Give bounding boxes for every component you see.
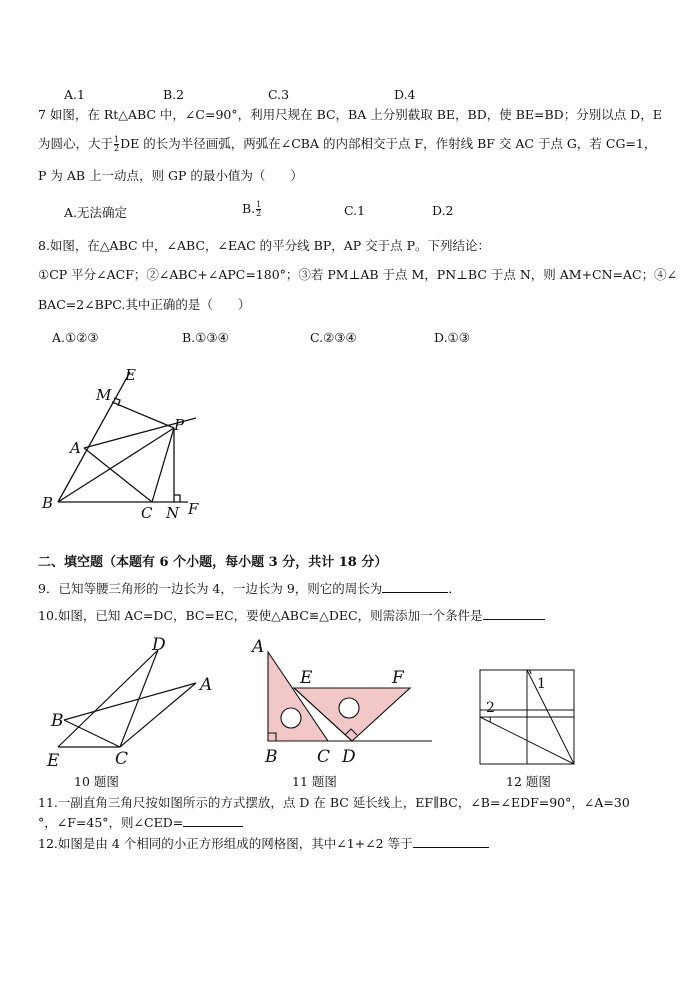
q6-option-a: A.1 <box>64 87 85 102</box>
q7-line1: 7 如图，在 Rt△ABC 中，∠C=90°，利用尺规在 BC，BA 上分别截取 BE，BD，使 BE=BD；分别以点 D，E <box>38 107 662 122</box>
q11-line2 <box>38 814 243 831</box>
label-B: B <box>51 711 64 731</box>
label-F: F <box>188 500 199 518</box>
q8-option-b: B.①③④ <box>182 330 229 345</box>
label-C: C <box>317 747 331 767</box>
caption-fig11: 11 题图 <box>292 774 337 789</box>
label-B: B <box>265 747 278 767</box>
label-C: C <box>115 749 129 769</box>
frac-numerator: 1 <box>256 200 262 209</box>
q8-option-d: D.①③ <box>434 330 470 345</box>
q6-option-c: C.3 <box>268 87 290 102</box>
q7-line2-pre: 为圆心，大于 <box>38 136 114 151</box>
label-E: E <box>125 366 136 384</box>
label-C: C <box>141 504 153 522</box>
q11-answer-blank[interactable] <box>183 814 243 827</box>
angle-arc-1 <box>529 670 531 674</box>
section-2-title: 二、填空题（本题有 6 个小题，每小题 3 分，共计 18 分） <box>38 555 388 570</box>
q8-option-c: C.②③④ <box>310 330 357 345</box>
angle-label-2: 2 <box>486 700 495 716</box>
q9-end: ． <box>448 581 461 596</box>
q7-option-c: C.1 <box>344 203 366 218</box>
q9-stem: 9．已知等腰三角形的一边长为 4，一边长为 9，则它的周长为 <box>38 581 383 596</box>
q11-stem: °，∠F=45°，则∠CED= <box>38 815 184 830</box>
q12-stem: 12.如图是由 4 个相同的小正方形组成的网格图，其中∠1+∠2 等于 <box>38 836 413 851</box>
q7-option-b-label: B. <box>242 201 256 216</box>
caption-fig10: 10 题图 <box>74 774 119 789</box>
angle-label-1: 1 <box>537 676 546 692</box>
label-E: E <box>300 668 313 688</box>
q6-option-d: D.4 <box>394 87 416 102</box>
frac-numerator: 1 <box>114 135 120 144</box>
label-B: B <box>42 494 54 512</box>
label-E: E <box>47 751 60 771</box>
label-N: N <box>166 504 180 522</box>
frac-denominator: 2 <box>256 209 262 218</box>
q7-option-d: D.2 <box>432 203 454 218</box>
q8-line2: ①CP 平分∠ACF；②∠ABC+∠APC=180°；③若 PM⊥AB 于点 M，PN⊥BC 于点 N，则 AM+CN=AC；④∠ <box>38 267 678 282</box>
q12-text <box>38 835 489 852</box>
frac-denominator: 2 <box>114 144 120 153</box>
label-P: P <box>174 416 185 434</box>
q6-option-b: B.2 <box>163 87 185 102</box>
q11-line1: 11.一副直角三角尺按如图所示的方式摆放，点 D 在 BC 延长线上，EF∥BC，∠B=∠EDF=90°，∠A=30 <box>38 795 630 810</box>
q8-option-a: A.①②③ <box>52 330 99 345</box>
q12-answer-blank[interactable] <box>413 835 489 848</box>
label-D: D <box>152 635 166 655</box>
label-A: A <box>200 675 213 695</box>
q7-line2-post: DE 的长为半径画弧，两弧在∠CBA 的内部相交于点 F，作射线 BF 交 AC 于点 G，若 CG=1， <box>120 136 657 151</box>
label-M: M <box>96 386 112 404</box>
label-A: A <box>252 637 265 657</box>
caption-fig12: 12 题图 <box>506 774 551 789</box>
q10-stem: 10.如图，已知 AC=DC，BC=EC，要使△ABC≌△DEC，则需添加一个条件是 <box>38 608 483 623</box>
q7-line3: P 为 AB 上一动点，则 GP 的最小值为（ ） <box>38 168 303 183</box>
q8-line1: 8.如图，在△ABC 中，∠ABC，∠EAC 的平分线 BP，AP 交于点 P。下列结论： <box>38 238 491 253</box>
label-D: D <box>342 747 356 767</box>
q7-option-a: A.无法确定 <box>64 205 128 220</box>
label-F: F <box>392 668 404 688</box>
q8-line3: BAC=2∠BPC.其中正确的是（ ） <box>38 297 251 312</box>
label-A: A <box>70 439 81 457</box>
